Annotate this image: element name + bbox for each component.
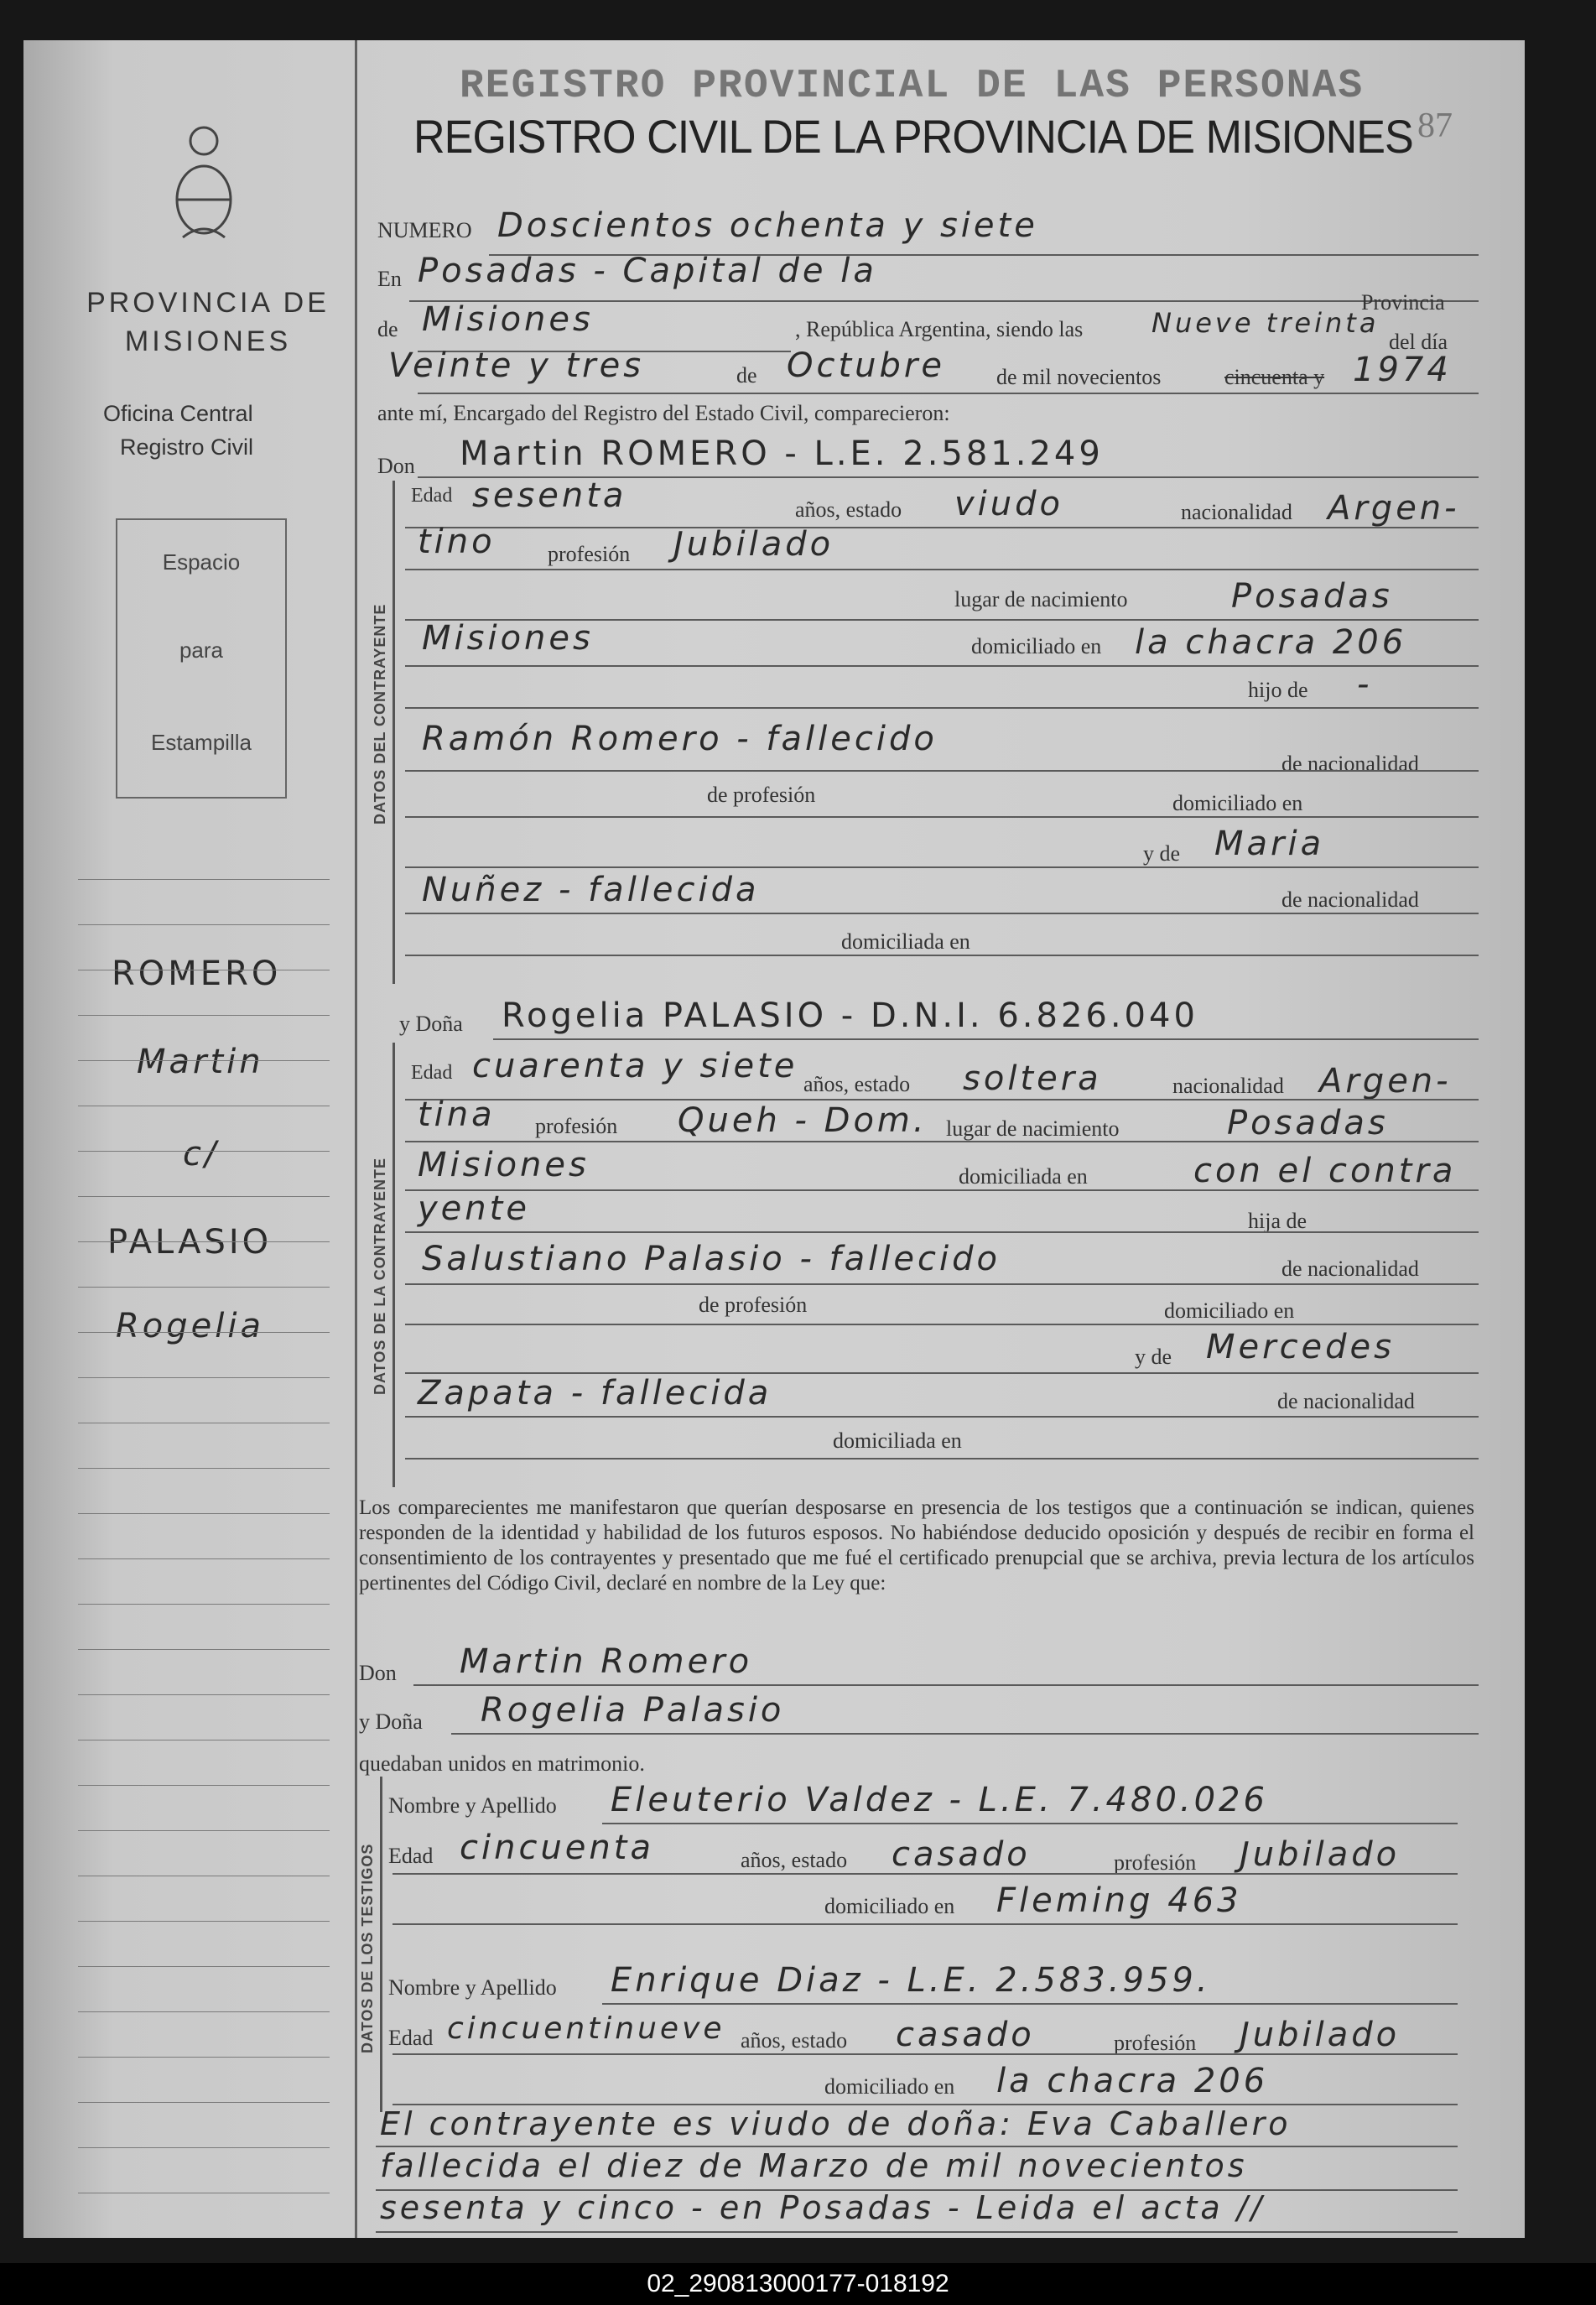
note-line-1: El contrayente es viudo de doña: Eva Caballero — [380, 2105, 1292, 2142]
dona-label: y Doña — [399, 1012, 463, 1036]
bride-domicilio-a: con el contra — [1193, 1152, 1457, 1190]
bride-lugar-label: lugar de nacimiento — [946, 1116, 1120, 1141]
w2-profesion-label: profesión — [1114, 2031, 1197, 2055]
groom-father: Ramón Romero - fallecido — [422, 720, 938, 758]
don-label: Don — [377, 454, 415, 478]
w1-edad: cincuenta — [460, 1829, 654, 1867]
bride-edad-label: Edad — [411, 1062, 453, 1084]
w1-anios-estado: años, estado — [741, 1848, 848, 1872]
margin-conjunction: c/ — [183, 1135, 220, 1173]
bride-mother-b: Zapata - fallecida — [418, 1374, 772, 1413]
groom-profesion-label: profesión — [548, 542, 631, 566]
w2-edad: cincuentinueve — [447, 2011, 725, 2046]
margin-rule — [78, 1060, 330, 1061]
bride-nacionalidad-b: tina — [418, 1095, 496, 1134]
w2-nombre: Enrique Diaz - L.E. 2.583.959. — [611, 1961, 1211, 2000]
note-line-3: sesenta y cinco - en Posadas - Leida el acta // — [380, 2189, 1266, 2226]
bride-side-label: DATOS DE LA CONTRAYENTE — [372, 1157, 388, 1395]
margin-rule — [78, 1015, 330, 1016]
groom-hijo-mark: - — [1357, 665, 1373, 704]
note-line-2: fallecida el diez de Marzo de mil novecientos — [380, 2147, 1248, 2184]
groom-mother-nacionalidad: de nacionalidad — [1281, 887, 1419, 912]
margin-rule — [78, 2011, 330, 2012]
margin-rule — [78, 879, 330, 880]
margin-rule — [78, 1649, 330, 1650]
margin-rule — [78, 1604, 330, 1605]
w2-domiciliado-label: domiciliado en — [824, 2074, 955, 2099]
page-title: REGISTRO CIVIL DE LA PROVINCIA DE MISIONES — [413, 110, 1413, 163]
bride-mother-domiciliada: domiciliada en — [833, 1428, 962, 1453]
page-number: 87 — [1417, 107, 1453, 145]
w1-profesion-label: profesión — [1114, 1850, 1197, 1875]
margin-rule — [78, 1151, 330, 1152]
groom-anios-estado: años, estado — [795, 497, 902, 522]
groom-mother-a: Maria — [1214, 825, 1325, 863]
bride-estado: soltera — [963, 1059, 1102, 1098]
w2-anios-estado: años, estado — [741, 2028, 848, 2053]
groom-estado: viudo — [954, 485, 1063, 523]
margin-rule — [78, 1287, 330, 1288]
groom-domiciliado-en: domiciliado en — [1172, 791, 1303, 815]
declaration-quedaban: quedaban unidos en matrimonio. — [359, 1751, 645, 1776]
de-label: de — [377, 317, 398, 341]
anio-struck: cincuenta y — [1224, 365, 1325, 389]
bride-lugar-b: Misiones — [418, 1146, 590, 1184]
declaration-paragraph: Los comparecientes me manifestaron que querían desposarse en presencia de los testigos que a continuación se indican, quienes responden de la identidad y habilidad de los futuros esposos. No habiéndose deducido oposición y después de recibir en forma el consentimiento de los contrayentes y presentado que me fué el certificado prenupcial que se archiva, previa lectura de los artículos pertinentes del Código Civil, declaré en nombre de la Ley que: — [359, 1496, 1474, 1595]
margin-rule — [78, 1966, 330, 1967]
coat-of-arms-icon — [166, 116, 242, 242]
groom-y-de-label: y de — [1143, 841, 1181, 866]
bride-name: Rogelia PALASIO - D.N.I. 6.826.040 — [502, 996, 1198, 1035]
w1-estado: casado — [892, 1835, 1031, 1874]
margin-rule — [78, 1241, 330, 1242]
groom-nacionalidad-a: Argen- — [1328, 489, 1460, 528]
bride-anios-estado: años, estado — [803, 1072, 911, 1096]
margin-rule — [78, 2147, 330, 2148]
anio-text: de mil novecientos — [996, 365, 1162, 389]
bride-domicilio-b: yente — [418, 1189, 530, 1228]
groom-edad: sesenta — [472, 476, 627, 515]
groom-edad-label: Edad — [411, 485, 453, 507]
groom-mother-b: Nuñez - fallecida — [422, 871, 760, 909]
w1-profesion: Jubilado — [1240, 1835, 1401, 1874]
w1-domiciliado-label: domiciliado en — [824, 1894, 955, 1918]
margin-rule — [78, 1921, 330, 1922]
groom-domiciliado-label: domiciliado en — [971, 634, 1102, 658]
bride-profesion: Queh - Dom. — [678, 1101, 928, 1140]
stamp-box-line: para — [179, 637, 224, 663]
margin-name-bride: Rogelia — [116, 1307, 265, 1345]
bride-de-nacionalidad: de nacionalidad — [1281, 1257, 1419, 1281]
bride-nacionalidad-label: nacionalidad — [1172, 1074, 1284, 1098]
w1-nombre-label: Nombre y Apellido — [388, 1793, 557, 1818]
w2-domicilio: la chacra 206 — [996, 2062, 1269, 2100]
de-value: Misiones — [422, 300, 594, 339]
margin-rule — [78, 1377, 330, 1378]
bride-de-profesion: de profesión — [699, 1293, 808, 1317]
en-value: Posadas - Capital de la — [418, 252, 877, 290]
groom-profesion: Jubilado — [673, 525, 834, 564]
provincia-label: Provincia — [1361, 290, 1445, 315]
hora-value: Nueve treinta — [1152, 307, 1380, 339]
margin-rule — [78, 2102, 330, 2103]
groom-lugar-label: lugar de nacimiento — [954, 587, 1128, 611]
bride-profesion-label: profesión — [535, 1114, 618, 1138]
bride-hija-label: hija de — [1248, 1209, 1307, 1233]
declaration-don-value: Martin Romero — [460, 1642, 753, 1681]
groom-name: Martin ROMERO - L.E. 2.581.249 — [460, 434, 1104, 473]
numero-value: Doscientos ochenta y siete — [497, 206, 1038, 245]
bride-lugar: Posadas — [1227, 1104, 1389, 1142]
stamp-box-line: Estampilla — [151, 730, 252, 755]
declaration-don-label: Don — [359, 1661, 397, 1685]
groom-lugar-b: Misiones — [422, 619, 594, 658]
w1-domicilio: Fleming 463 — [996, 1881, 1242, 1920]
w1-nombre: Eleuterio Valdez - L.E. 7.480.026 — [611, 1781, 1268, 1819]
w2-edad-label: Edad — [388, 2026, 434, 2050]
margin-rule — [78, 1785, 330, 1786]
en-label: En — [377, 267, 402, 291]
w2-estado: casado — [896, 2016, 1035, 2054]
bride-father: Salustiano Palasio - fallecido — [422, 1240, 1001, 1278]
bride-y-de-label: y de — [1135, 1345, 1172, 1369]
margin-rule — [78, 1558, 330, 1559]
left-margin-column — [23, 40, 357, 2238]
numero-label: NUMERO — [377, 218, 472, 242]
margin-rule — [78, 1332, 330, 1333]
bride-mother-a: Mercedes — [1206, 1328, 1396, 1366]
groom-nacionalidad-label: nacionalidad — [1181, 500, 1292, 524]
header-stamp-overlay: REGISTRO PROVINCIAL DE LAS PERSONAS — [460, 64, 1365, 109]
anio-value: 1974 — [1353, 351, 1452, 389]
province-label: PROVINCIA DE MISIONES — [86, 287, 330, 357]
w2-nombre-label: Nombre y Apellido — [388, 1975, 557, 2000]
margin-rule — [78, 924, 330, 925]
republica-text: , República Argentina, siendo las — [795, 317, 1084, 341]
margin-rule — [78, 1513, 330, 1514]
margin-rule — [78, 1468, 330, 1469]
w2-profesion: Jubilado — [1240, 2016, 1401, 2054]
stamp-box-line: Espacio — [162, 549, 241, 575]
register-page — [23, 40, 1525, 2238]
mes-value: Octubre — [787, 346, 945, 385]
groom-mother-domiciliada: domiciliada en — [841, 929, 970, 954]
groom-nacionalidad-b: tino — [418, 523, 496, 561]
scan-filename-bar: 02_290813000177-018192 — [0, 2263, 1596, 2305]
bride-nacionalidad-a: Argen- — [1319, 1062, 1452, 1100]
margin-rule — [78, 1694, 330, 1695]
groom-de-nacionalidad: de nacionalidad — [1281, 752, 1419, 776]
ante-mi-text: ante mí, Encargado del Registro del Estado Civil, comparecieron: — [377, 401, 950, 425]
margin-name-groom: Martin — [137, 1043, 264, 1081]
office-label-2: Registro Civil — [120, 434, 254, 460]
bride-domiciliado-en: domiciliado en — [1164, 1298, 1295, 1323]
de2-label: de — [736, 363, 757, 388]
bride-edad: cuarenta y siete — [472, 1047, 798, 1085]
declaration-dona-label: y Doña — [359, 1709, 423, 1734]
w1-edad-label: Edad — [388, 1844, 434, 1868]
groom-domicilio: la chacra 206 — [1135, 623, 1407, 662]
declaration-dona-value: Rogelia Palasio — [481, 1691, 785, 1730]
witnesses-side-label: DATOS DE LOS TESTIGOS — [359, 1843, 376, 2053]
bride-domiciliada-label: domiciliada en — [959, 1164, 1088, 1189]
groom-de-profesion: de profesión — [707, 783, 816, 807]
margin-surname-bride: PALASIO — [107, 1223, 273, 1262]
bride-mother-nacionalidad: de nacionalidad — [1277, 1389, 1415, 1413]
margin-rule — [78, 2057, 330, 2058]
margin-rule — [78, 1830, 330, 1831]
office-label-1: Oficina Central — [103, 401, 253, 426]
groom-lugar: Posadas — [1231, 577, 1393, 616]
del-dia-label: del día — [1389, 330, 1448, 354]
margin-rule — [78, 1196, 330, 1197]
margin-surname-groom: ROMERO — [112, 955, 282, 993]
groom-hijo-label: hijo de — [1248, 678, 1308, 702]
groom-side-label: DATOS DEL CONTRAYENTE — [372, 603, 388, 825]
dia-value: Veinte y tres — [388, 346, 645, 385]
stamp-box — [116, 518, 287, 799]
